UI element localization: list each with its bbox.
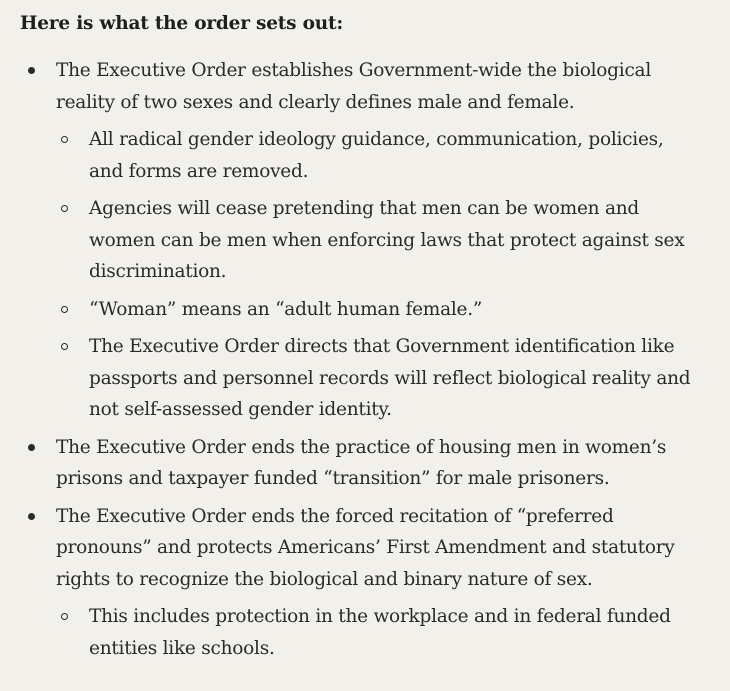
bullet-dot-icon — [28, 444, 35, 451]
sub-list-item-text: All radical gender ideology guidance, communication, policies, and forms are removed. — [89, 129, 664, 182]
list-item-text: The Executive Order ends the forced recitation of “preferred pronouns” and protects Americans’ First Amendment and statutory rights to recognize the biological and binary nature of sex. — [56, 505, 675, 590]
sub-list — [56, 124, 700, 426]
bullet-circle-icon — [61, 205, 68, 212]
sub-list-item — [56, 601, 700, 664]
sub-list-item — [56, 193, 700, 288]
sub-list-item-text: The Executive Order directs that Government identification like passports and personnel records will reflect biological reality and not self-assessed gender identity. — [89, 336, 691, 420]
sub-list-item-text: “Woman” means an “adult human female.” — [89, 298, 483, 320]
bullet-circle-icon — [61, 136, 68, 143]
list-item-text: The Executive Order ends the practice of housing men in women’s prisons and taxpayer funded “transition” for male prisoners. — [56, 436, 667, 489]
sub-list-item — [56, 294, 700, 326]
order-list — [20, 55, 700, 664]
sub-list — [56, 601, 700, 664]
bullet-circle-icon — [61, 613, 68, 620]
sub-list-item-text: This includes protection in the workplace and in federal funded entities like schools. — [89, 606, 671, 659]
sub-list-item-text: Agencies will cease pretending that men can be women and women can be men when enforcing laws that protect against sex discrimination. — [89, 198, 685, 282]
sub-list-item — [56, 331, 700, 426]
section-heading: Here is what the order sets out: — [20, 13, 343, 34]
bullet-dot-icon — [28, 513, 35, 520]
sub-list-item — [56, 124, 700, 187]
bullet-circle-icon — [61, 343, 68, 350]
bullet-circle-icon — [61, 306, 68, 313]
list-item-text: The Executive Order establishes Government-wide the biological reality of two sexes and clearly defines male and female. — [56, 60, 651, 113]
list-item — [20, 501, 700, 665]
bullet-dot-icon — [28, 67, 35, 74]
list-item — [20, 432, 700, 495]
list-item — [20, 55, 700, 426]
